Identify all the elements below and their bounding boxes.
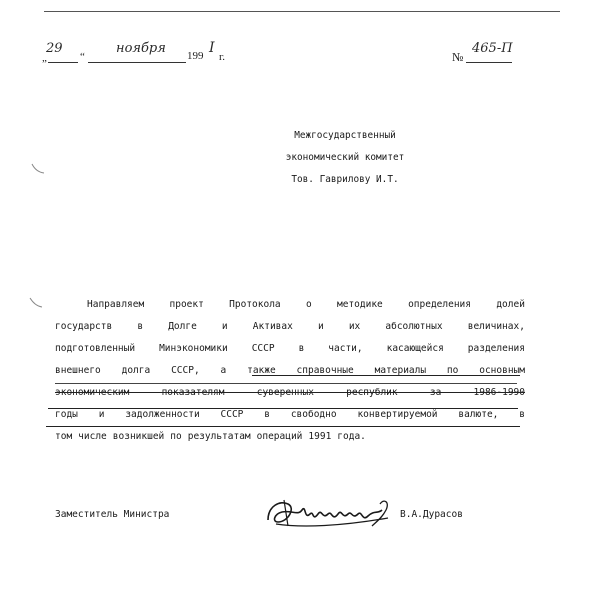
- number-label: №: [452, 50, 464, 64]
- addressee-person: Тов. Гаврилову И.Т.: [291, 174, 399, 185]
- date-year-prefix: 199: [187, 50, 204, 62]
- body-word: за: [429, 387, 442, 398]
- body-word: годы: [55, 409, 78, 420]
- body-word: основным: [479, 365, 525, 376]
- body-word: в: [519, 409, 525, 420]
- signatory-name: В.А.Дурасов: [400, 509, 463, 520]
- body-word: подготовленный: [55, 343, 136, 354]
- signatory-title: Заместитель Министра: [55, 509, 170, 520]
- body-word: материалы: [374, 365, 427, 376]
- body-word: Долге: [168, 321, 197, 332]
- date-year-digit: I: [209, 40, 215, 56]
- body-word: в: [264, 409, 270, 420]
- body-word: том: [55, 431, 73, 442]
- body-word: Активах: [252, 321, 293, 332]
- body-word: числе: [78, 431, 107, 442]
- date-day: 29: [46, 41, 63, 56]
- body-word: в: [298, 343, 305, 354]
- body-word: СССР,: [171, 365, 200, 376]
- body-word: и: [98, 409, 105, 420]
- body-line: [55, 338, 525, 360]
- body-word: 1991: [308, 431, 332, 442]
- body-word: возникшей: [112, 431, 165, 442]
- date-month-line: [88, 62, 186, 63]
- margin-mark: [28, 160, 48, 180]
- body-word: СССР: [220, 409, 244, 420]
- body-word: в: [137, 321, 144, 332]
- body-word: их: [348, 321, 361, 332]
- body-word: конвертируемой: [357, 409, 438, 420]
- body-line: [55, 294, 525, 316]
- body-word: разделения: [467, 343, 525, 354]
- date-day-line: [48, 62, 78, 63]
- body-word: проект: [169, 299, 204, 310]
- body-word: а: [220, 365, 227, 376]
- body-word: результатам: [187, 431, 251, 442]
- body-line: [55, 382, 525, 404]
- underline-4: [48, 408, 518, 409]
- addressee-org-line2: экономический комитет: [285, 152, 405, 163]
- body-word: определения: [408, 299, 471, 310]
- body-word: по: [170, 431, 182, 442]
- date-open-quote: „: [42, 52, 47, 64]
- body-word: СССР: [251, 343, 275, 354]
- body-word: величинах,: [467, 321, 525, 332]
- document-number: 465-П: [472, 41, 513, 56]
- handwritten-signature: [262, 492, 396, 536]
- body-word: года.: [337, 431, 366, 442]
- body-word: задолженности: [125, 409, 200, 420]
- body-word: суверенных: [256, 387, 314, 398]
- margin-mark: [26, 294, 46, 314]
- body-word: абсолютных: [385, 321, 443, 332]
- body-word: Минэкономики: [159, 343, 228, 354]
- body-word: экономическим: [55, 387, 130, 398]
- underline-1: [252, 375, 520, 376]
- body-word: долей: [496, 299, 525, 310]
- addressee-org-line1: Межгосударственный: [294, 130, 396, 141]
- number-line: [466, 62, 512, 63]
- addressee-block: [200, 125, 490, 191]
- body-word: внешнего: [55, 365, 101, 376]
- body-word: также: [247, 365, 276, 376]
- body-word: операций: [256, 431, 303, 442]
- body-word: свободно: [290, 409, 337, 420]
- body-word: по: [446, 365, 459, 376]
- body-line: [55, 316, 525, 338]
- body-word: касающейся: [386, 343, 444, 354]
- underline-2: [55, 383, 517, 384]
- date-close-quote: “: [80, 51, 85, 63]
- body-word: 1986-1990: [473, 387, 525, 398]
- body-word: и: [221, 321, 228, 332]
- body-line: [55, 360, 525, 382]
- top-rule: [44, 11, 560, 12]
- body-word: справочные: [296, 365, 354, 376]
- underline-5: [46, 426, 520, 427]
- body-word: и: [317, 321, 324, 332]
- body-word: Протокола: [229, 299, 281, 310]
- letter-body: [55, 294, 525, 448]
- body-word: части,: [328, 343, 363, 354]
- body-word: долга: [121, 365, 151, 376]
- body-word: о: [305, 299, 312, 310]
- date-year-suffix: г.: [219, 51, 226, 63]
- body-word: республик: [346, 387, 398, 398]
- underline-3: [55, 392, 525, 393]
- body-word: валюте,: [458, 409, 499, 420]
- body-word: методике: [337, 299, 383, 310]
- body-word: государств: [55, 321, 113, 332]
- body-word: Направляем: [87, 299, 145, 310]
- body-line: [55, 426, 525, 448]
- date-month: ноября: [116, 41, 166, 56]
- body-word: показателям: [161, 387, 225, 398]
